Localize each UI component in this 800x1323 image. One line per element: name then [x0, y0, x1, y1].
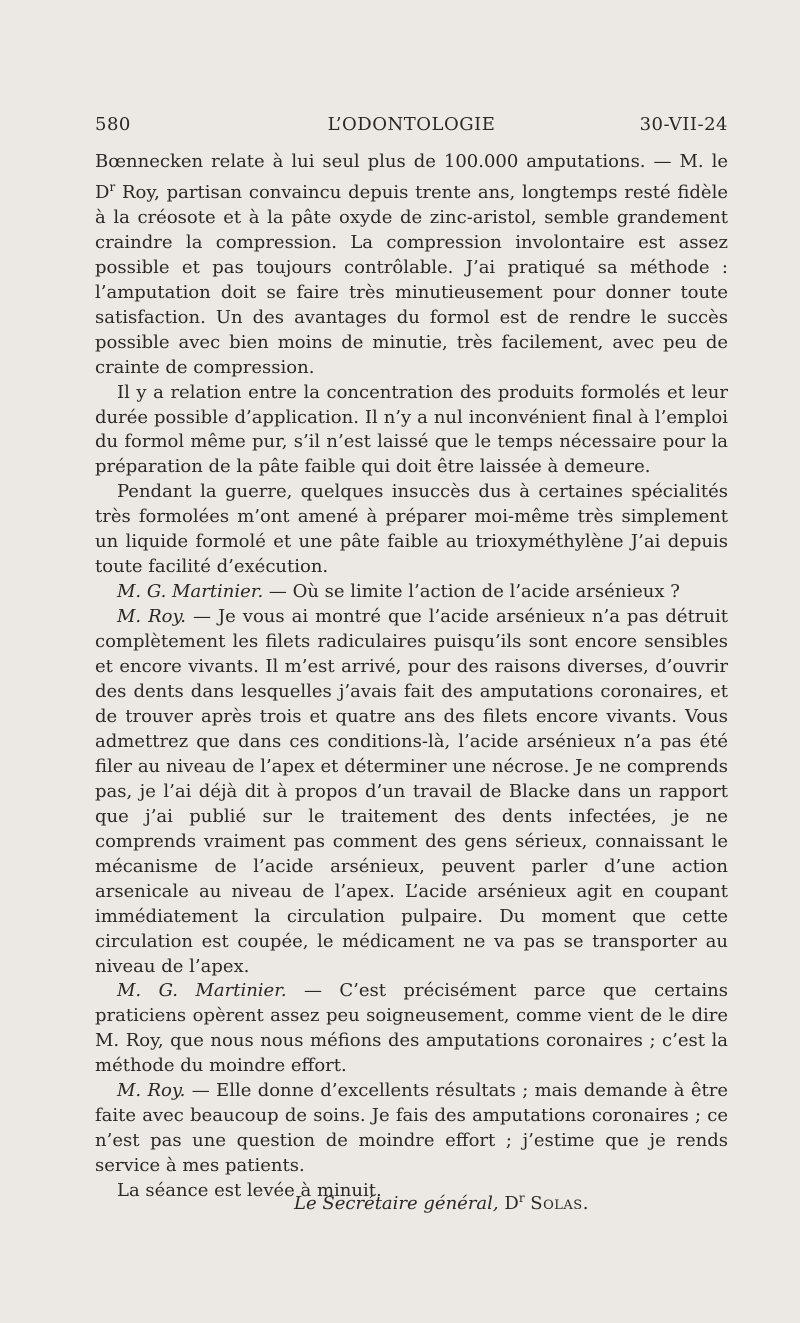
paragraph-text: Pendant la guerre, quelques insuccès dus à certaines spécialités très formolées m’ont amené à préparer moi-même très simplement un liquide formolé et une pâte faible au trioxyméthylène J’ai depuis toute facilité d’exécution.: [95, 481, 728, 578]
paragraph-text: Il y a relation entre la concentration des produits formolés et leur durée possible d’application. Il n’y a nul inconvénient final à l’emploi du formol même pur, s’il n’est laissé que le temps nécessaire pour la préparation de la pâte faible qui doit être laissée à demeure.: [95, 381, 728, 478]
signature-prefix: D: [504, 1193, 519, 1214]
paragraph: [95, 381, 728, 481]
signature-name: Solas.: [530, 1193, 589, 1214]
superscript: r: [109, 179, 116, 194]
paragraph-text: La séance est levée à minuit.: [117, 1180, 382, 1202]
running-head: [95, 114, 728, 144]
paragraph-text: — C’est précisément parce que certains praticiens opèrent assez peu soigneusement, comme vient de le dire M. Roy, que nous nous méfions des amputations coronaires ; c’est la méthode du moindre effort.: [95, 980, 728, 1077]
paragraph: [95, 480, 728, 580]
paragraph-text: — Où se limite l’action de l’acide arsénieux ?: [263, 581, 680, 603]
paragraph-text: — Elle donne d’excellents résultats ; mais demande à être faite avec beaucoup de soins. Je fais des amputations coronaires ; ce n’est pas une question de moindre effort ; j’estime que je rends service à mes patients.: [95, 1080, 729, 1177]
paragraph: [95, 605, 728, 979]
paragraph-text: — Je vous ai montré que l’acide arsénieux n’a pas détruit complètement les filets radiculaires puisqu’ils sont encore sensibles et encore vivants. Il m’est arrivé, pour des raisons diverses, d’ouvrir des dents dans lesquelles j’avais fait des amputations coronaires, et de trouver après trois et quatre ans des filets encore vivants. Vous admettrez que dans ces conditions-là, l’acide arsénieux n’a pas été filer au niveau de l’apex et déterminer une nécrose. Je ne comprends pas, je l’ai déjà dit à propos d’un travail de Blacke dans un rapport que j’ai publié sur le traitement des dents infectées, je ne comprends vraiment pas comment des gens sérieux, connaissant le mécanisme de l’acide arsénieux, peuvent parler d’une action arsenicale au niveau de l’apex. L’acide arsénieux agit en coupant immédiatement la circulation pulpaire. Du moment que cette circulation est coupée, le médicament ne va pas se transporter au niveau de l’apex.: [95, 606, 728, 977]
page-number: 580: [95, 114, 131, 135]
paragraph-text: Bœnnecken relate à lui seul plus de 100.000 amputations. — M. le D: [95, 151, 728, 203]
paragraph: [95, 150, 728, 381]
speaker-name: M. G. Martinier.: [117, 581, 264, 603]
speaker-name: M. Roy.: [117, 1080, 186, 1102]
speaker-name: M. G. Martinier.: [117, 980, 287, 1002]
signature: [95, 1186, 728, 1216]
body-text: [95, 150, 728, 1204]
paragraph: [95, 580, 728, 605]
paragraph: [95, 1079, 728, 1179]
issue-date: 30-VII-24: [639, 114, 728, 135]
journal-title: L’ODONTOLOGIE: [327, 114, 496, 135]
signature-prefix-sup: r: [518, 1191, 525, 1205]
speaker-name: M. Roy.: [117, 606, 187, 628]
paragraph: [95, 979, 728, 1079]
signature-title: Le Secrétaire général,: [294, 1193, 499, 1214]
paragraph-text: Roy, partisan convaincu depuis trente ans, longtemps resté fidèle à la créosote et à la pâte oxyde de zinc-aristol, semble grandement craindre la compression. La compression involontaire est assez possible et pas toujours contrôlable. J’ai pratiqué sa méthode : l’amputation doit se faire très minutieusement pour donner toute satisfaction. Un des avantages du formol est de rendre le succès possible avec bien moins de minutie, très facilement, avec peu de crainte de compression.: [95, 181, 728, 378]
